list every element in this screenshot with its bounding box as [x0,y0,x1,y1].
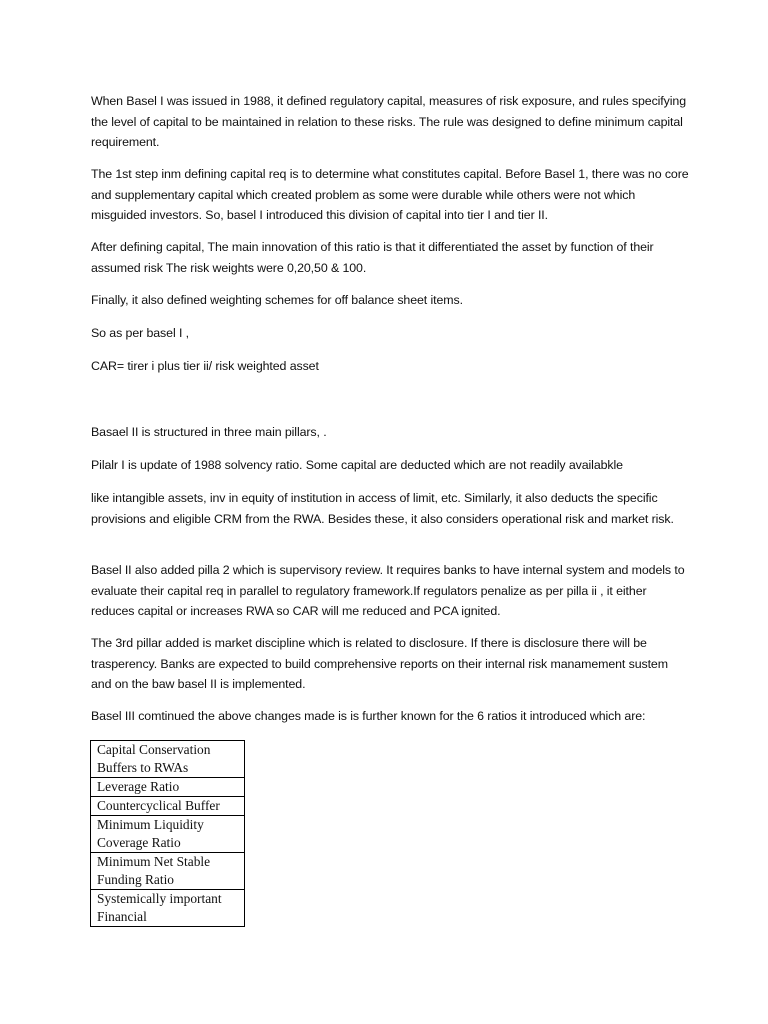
table-row [91,741,245,778]
table-row [91,816,245,853]
paragraph-pillar-i: Pilalr I is update of 1988 solvency ratio. Some capital are deducted which are not readily availabkle [91,458,623,472]
paragraph-deductions: like intangible assets, inv in equity of institution in access of limit, etc. Similarly, it also deducts the specific provisions and eligible CRM from the RWA. Besides these, it also considers operational risk and market risk. [91,491,674,526]
table-row [91,778,245,797]
table-cell: Capital Conservation Buffers to RWAs [91,741,245,778]
table-row [91,853,245,890]
table-cell: Leverage Ratio [91,778,245,797]
paragraph-basel-iii: Basel III comtinued the above changes made is is further known for the 6 ratios it introduced which are: [91,709,646,723]
paragraph-basel-i-intro: When Basel I was issued in 1988, it defined regulatory capital, measures of risk exposure, and rules specifying the level of capital to be maintained in relation to these risks. The rule was designed to define minimum capital requirement. [91,94,686,149]
paragraph-off-balance-sheet: Finally, it also defined weighting schemes for off balance sheet items. [91,293,463,307]
basel-iii-ratios-table [90,740,245,927]
table-cell: Minimum Liquidity Coverage Ratio [91,816,245,853]
paragraph-car-formula: CAR= tirer i plus tier ii/ risk weighted asset [91,359,319,373]
paragraph-pillar-iii: The 3rd pillar added is market discipline which is related to disclosure. If there is disclosure there will be trasperency. Banks are expected to build comprehensive reports on their internal risk manamement sustem and on the baw basel II is implemented. [91,636,668,691]
paragraph-risk-weights: After defining capital, The main innovation of this ratio is that it differentiated the asset by function of their assumed risk The risk weights were 0,20,50 & 100. [91,240,654,275]
paragraph-pillar-ii: Basel II also added pilla 2 which is supervisory review. It requires banks to have internal system and models to evaluate their capital req in parallel to regulatory framework.If regulators penalize as per pilla ii , it either reduces capital or increases RWA so CAR will me reduced and PCA ignited. [91,563,685,618]
table-row [91,890,245,927]
paragraph-capital-definition: The 1st step inm defining capital req is to determine what constitutes capital. Before Basel 1, there was no core and supplementary capital which created problem as some were durable while others were not which misguided investors. So, basel I introduced this division of capital into tier I and tier II. [91,167,689,222]
table-row [91,797,245,816]
table-cell: Systemically important Financial [91,890,245,927]
table-cell: Minimum Net Stable Funding Ratio [91,853,245,890]
paragraph-basel-ii-pillars: Basael II is structured in three main pillars, . [91,425,327,439]
paragraph-as-per-basel-i: So as per basel I , [91,326,189,340]
table-cell: Countercyclical Buffer [91,797,245,816]
